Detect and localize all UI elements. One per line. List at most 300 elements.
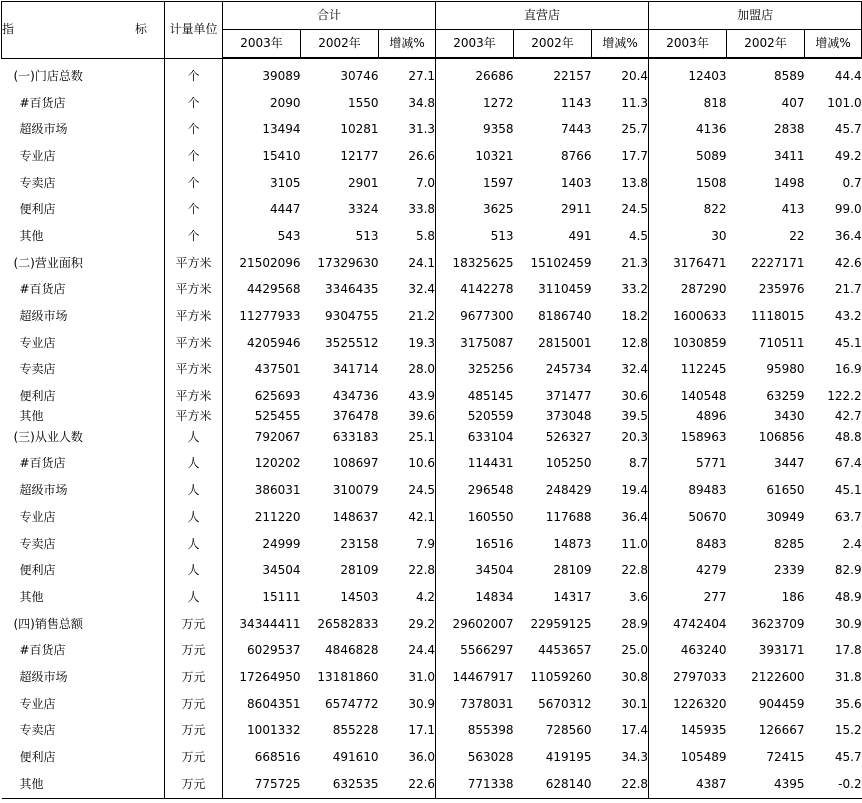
table-row xyxy=(2,477,862,504)
cell-franchise-change: 45.7 xyxy=(834,750,862,765)
cell-total-change: 27.1 xyxy=(379,58,436,90)
cell-direct-2003: 9677300 xyxy=(460,309,514,324)
cell-total-2002: 341714 xyxy=(332,362,379,377)
row-unit: 个 xyxy=(165,196,223,223)
table-body xyxy=(2,58,862,798)
cell-direct-change: 21.3 xyxy=(592,250,649,277)
cell-direct-change: 34.3 xyxy=(592,744,649,771)
cell-franchise-2002: 2339 xyxy=(774,563,805,578)
cell-total-2002: 2901 xyxy=(347,175,379,190)
cell-direct-2002: 7443 xyxy=(560,122,592,137)
cell-direct-2002: 4453657 xyxy=(538,643,592,658)
cell-franchise-2003: 4387 xyxy=(649,771,727,798)
cell-direct-2003: 14467917 xyxy=(452,669,514,684)
cell-direct-2002: 3110459 xyxy=(538,282,592,297)
row-label: 专卖店 xyxy=(19,362,56,377)
cell-franchise-2003: 50670 xyxy=(688,509,727,524)
row-label: 便利店 xyxy=(19,750,56,765)
cell-direct-2002: 28109 xyxy=(553,563,592,578)
cell-franchise-change: 82.9 xyxy=(834,563,862,578)
subheader-change-pct: 增减% xyxy=(379,30,436,59)
cell-franchise-2003: 8483 xyxy=(696,536,727,551)
cell-franchise-2003: 105489 xyxy=(680,750,727,765)
cell-franchise-2002: 22 xyxy=(789,228,805,243)
row-unit: 平方米 xyxy=(165,330,223,357)
cell-total-2003: 1001332 xyxy=(247,723,301,738)
cell-direct-2002: 1403 xyxy=(560,175,592,190)
row-label: 超级市场 xyxy=(19,483,68,498)
cell-franchise-2002: 106856 xyxy=(758,429,805,444)
cell-direct-change: 32.4 xyxy=(592,357,649,384)
table-row xyxy=(2,383,862,410)
cell-direct-2003: 16516 xyxy=(475,536,514,551)
cell-direct-2002: 105250 xyxy=(545,456,592,471)
cell-total-2003: 34344411 xyxy=(239,616,301,631)
row-unit: 万元 xyxy=(165,744,223,771)
cell-direct-2003: 3625 xyxy=(482,202,514,217)
cell-total-2003: 15111 xyxy=(262,589,301,604)
cell-franchise-change: 45.1 xyxy=(834,335,862,350)
cell-total-2003: 8604351 xyxy=(247,696,301,711)
cell-total-2002: 28109 xyxy=(340,563,379,578)
cell-total-change: 29.2 xyxy=(379,611,436,638)
cell-franchise-change: 42.7 xyxy=(834,409,862,424)
cell-franchise-change: 49.2 xyxy=(834,148,862,163)
cell-direct-change: 19.4 xyxy=(592,477,649,504)
subheader-2002: 2002年 xyxy=(514,30,592,59)
cell-franchise-2002: 2122600 xyxy=(751,669,805,684)
cell-franchise-change: 17.8 xyxy=(834,643,862,658)
cell-total-change: 21.2 xyxy=(379,303,436,330)
row-label: 其他 xyxy=(19,589,44,604)
cell-franchise-2003: 2797033 xyxy=(673,669,727,684)
cell-total-2002: 491610 xyxy=(332,750,379,765)
cell-direct-change: 25.7 xyxy=(592,116,649,143)
row-unit: 平方米 xyxy=(165,410,223,424)
cell-total-2002: 310079 xyxy=(332,483,379,498)
cell-franchise-2002: 63259 xyxy=(766,389,805,404)
cell-franchise-2003: 277 xyxy=(703,589,727,604)
cell-total-2002: 148637 xyxy=(332,509,379,524)
cell-franchise-2002: 393171 xyxy=(758,643,805,658)
cell-direct-2003: 855398 xyxy=(467,723,514,738)
row-unit: 个 xyxy=(165,58,223,90)
cell-total-change: 43.9 xyxy=(379,383,436,410)
cell-total-2002: 26582833 xyxy=(317,616,379,631)
cell-direct-2003: 325256 xyxy=(467,362,514,377)
cell-franchise-2002: 904459 xyxy=(758,696,805,711)
table-row xyxy=(2,170,862,197)
cell-total-2003: 4205946 xyxy=(247,335,301,350)
table-row xyxy=(2,58,862,90)
statistics-table xyxy=(1,1,862,799)
table-row xyxy=(2,424,862,451)
row-unit: 平方米 xyxy=(165,303,223,330)
row-unit: 个 xyxy=(165,170,223,197)
cell-total-2003: 792067 xyxy=(254,429,301,444)
subheader-2003: 2003年 xyxy=(223,30,301,59)
cell-direct-2003: 18325625 xyxy=(452,255,514,270)
cell-total-change: 7.9 xyxy=(379,531,436,558)
row-unit: 人 xyxy=(165,557,223,584)
subheader-2002: 2002年 xyxy=(727,30,805,59)
cell-direct-2002: 373048 xyxy=(545,409,592,424)
cell-franchise-2003: 4742404 xyxy=(673,616,727,631)
cell-total-2002: 632535 xyxy=(301,771,379,798)
cell-franchise-2002: 126667 xyxy=(758,723,805,738)
cell-franchise-change: -0.2 xyxy=(805,771,862,798)
cell-total-2002: 10281 xyxy=(340,122,379,137)
row-unit: 人 xyxy=(165,531,223,558)
cell-direct-2003: 771338 xyxy=(436,771,514,798)
cell-total-change: 24.5 xyxy=(379,477,436,504)
cell-total-2002: 3346435 xyxy=(325,282,379,297)
group-header-franchise-stores: 加盟店 xyxy=(649,2,862,30)
cell-total-2002: 633183 xyxy=(332,429,379,444)
cell-franchise-2002: 95980 xyxy=(766,362,805,377)
row-label: #百货店 xyxy=(19,643,66,658)
cell-total-2003: 3105 xyxy=(269,175,301,190)
row-unit: 人 xyxy=(165,504,223,531)
cell-direct-change: 25.0 xyxy=(592,637,649,664)
cell-franchise-change: 45.1 xyxy=(834,483,862,498)
cell-franchise-2003: 287290 xyxy=(680,282,727,297)
cell-franchise-2003: 1226320 xyxy=(673,696,727,711)
cell-franchise-2002: 3623709 xyxy=(751,616,805,631)
cell-total-2003: 34504 xyxy=(262,563,301,578)
cell-franchise-change: 30.9 xyxy=(834,616,862,631)
table-row xyxy=(2,303,862,330)
cell-franchise-change: 99.0 xyxy=(834,202,862,217)
cell-direct-2003: 1597 xyxy=(482,175,514,190)
cell-direct-2002: 15102459 xyxy=(530,255,592,270)
row-unit: 个 xyxy=(165,143,223,170)
cell-direct-2002: 22959125 xyxy=(530,616,592,631)
row-label: (二)营业面积 xyxy=(13,255,83,270)
cell-direct-2002: 8766 xyxy=(560,148,592,163)
row-unit: 平方米 xyxy=(165,383,223,410)
cell-total-2003: 4429568 xyxy=(247,282,301,297)
cell-franchise-2003: 30 xyxy=(711,228,727,243)
cell-total-2002: 17329630 xyxy=(317,255,379,270)
cell-direct-change: 4.5 xyxy=(592,223,649,250)
cell-franchise-2002: 3411 xyxy=(774,148,805,163)
cell-franchise-2003: 5771 xyxy=(696,456,727,471)
table-row xyxy=(2,718,862,745)
row-unit: 平方米 xyxy=(165,357,223,384)
cell-direct-2003: 14834 xyxy=(475,589,514,604)
cell-direct-2003: 9358 xyxy=(482,122,514,137)
cell-direct-2002: 728560 xyxy=(545,723,592,738)
row-unit: 个 xyxy=(165,223,223,250)
table-row xyxy=(2,691,862,718)
row-label: 便利店 xyxy=(19,389,56,404)
cell-direct-2003: 296548 xyxy=(467,483,514,498)
cell-direct-2003: 513 xyxy=(490,228,514,243)
cell-franchise-2002: 235976 xyxy=(758,282,805,297)
row-unit: 万元 xyxy=(165,691,223,718)
cell-direct-2002: 371477 xyxy=(545,389,592,404)
unit-column-header: 计量单位 xyxy=(165,2,223,59)
row-unit: 个 xyxy=(165,90,223,117)
cell-franchise-change: 2.4 xyxy=(842,536,862,551)
table-row xyxy=(2,277,862,304)
row-unit: 平方米 xyxy=(165,250,223,277)
cell-franchise-change: 48.9 xyxy=(834,589,862,604)
cell-direct-2003: 4142278 xyxy=(460,282,514,297)
cell-total-change: 24.4 xyxy=(379,637,436,664)
table-row xyxy=(2,223,862,250)
cell-total-2002: 3324 xyxy=(347,202,379,217)
subheader-2003: 2003年 xyxy=(649,30,727,59)
cell-total-2003: 775725 xyxy=(223,771,301,798)
cell-total-2003: 543 xyxy=(277,228,301,243)
cell-franchise-change: 48.8 xyxy=(834,429,862,444)
cell-total-change: 42.1 xyxy=(379,504,436,531)
subheader-2003: 2003年 xyxy=(436,30,514,59)
cell-direct-change: 11.0 xyxy=(592,531,649,558)
row-unit: 万元 xyxy=(165,664,223,691)
cell-franchise-change: 0.7 xyxy=(842,175,862,190)
cell-franchise-2003: 12403 xyxy=(688,68,727,83)
cell-total-2003: 386031 xyxy=(254,483,301,498)
row-label: 专业店 xyxy=(19,509,56,524)
cell-direct-2003: 520559 xyxy=(467,409,514,424)
cell-direct-2003: 114431 xyxy=(467,456,514,471)
row-label: 专卖店 xyxy=(19,723,56,738)
cell-direct-2003: 10321 xyxy=(475,148,514,163)
cell-total-2003: 24999 xyxy=(262,536,301,551)
cell-total-2003: 525455 xyxy=(254,409,301,424)
cell-direct-2002: 526327 xyxy=(545,429,592,444)
row-label: 超级市场 xyxy=(19,309,68,324)
row-label: 超级市场 xyxy=(19,669,68,684)
cell-direct-2002: 245734 xyxy=(545,362,592,377)
row-unit: 人 xyxy=(165,477,223,504)
cell-total-2003: 211220 xyxy=(254,509,301,524)
indicator-header-right: 标 xyxy=(134,22,147,37)
table-row xyxy=(2,611,862,638)
cell-franchise-2003: 4136 xyxy=(696,122,727,137)
cell-total-change: 25.1 xyxy=(379,424,436,451)
row-label: 便利店 xyxy=(19,563,56,578)
cell-franchise-2002: 3447 xyxy=(774,456,805,471)
cell-total-2002: 14503 xyxy=(340,589,379,604)
cell-total-change: 5.8 xyxy=(379,223,436,250)
cell-direct-change: 39.5 xyxy=(592,410,649,424)
cell-franchise-change: 15.2 xyxy=(834,723,862,738)
subheader-change-pct: 增减% xyxy=(805,30,862,59)
row-unit: 万元 xyxy=(165,718,223,745)
cell-franchise-2002: 413 xyxy=(781,202,805,217)
table-row xyxy=(2,531,862,558)
cell-franchise-2003: 463240 xyxy=(680,643,727,658)
cell-total-change: 34.8 xyxy=(379,90,436,117)
cell-total-2002: 434736 xyxy=(332,389,379,404)
row-label: #百货店 xyxy=(19,95,66,110)
cell-total-change: 7.0 xyxy=(379,170,436,197)
cell-direct-2003: 7378031 xyxy=(460,696,514,711)
cell-franchise-2003: 5089 xyxy=(696,148,727,163)
cell-direct-2003: 26686 xyxy=(475,68,514,83)
cell-franchise-2002: 407 xyxy=(781,95,805,110)
cell-total-2003: 15410 xyxy=(262,148,301,163)
cell-direct-2003: 5566297 xyxy=(460,643,514,658)
cell-franchise-2002: 72415 xyxy=(766,750,805,765)
cell-total-2002: 108697 xyxy=(332,456,379,471)
cell-total-2002: 4846828 xyxy=(325,643,379,658)
cell-total-change: 4.2 xyxy=(379,584,436,611)
cell-franchise-2002: 186 xyxy=(781,589,805,604)
cell-direct-2002: 1143 xyxy=(560,95,592,110)
cell-franchise-change: 67.4 xyxy=(834,456,862,471)
cell-franchise-2002: 2227171 xyxy=(751,255,805,270)
cell-franchise-change: 31.8 xyxy=(834,669,862,684)
cell-franchise-change: 35.6 xyxy=(834,696,862,711)
cell-direct-2002: 22157 xyxy=(553,68,592,83)
cell-total-change: 32.4 xyxy=(379,277,436,304)
cell-direct-2002: 117688 xyxy=(545,509,592,524)
group-header-direct-stores: 直营店 xyxy=(436,2,649,30)
cell-direct-change: 17.4 xyxy=(592,718,649,745)
cell-total-2002: 376478 xyxy=(332,409,379,424)
cell-total-2003: 4447 xyxy=(269,202,301,217)
cell-total-change: 28.0 xyxy=(379,357,436,384)
cell-direct-change: 36.4 xyxy=(592,504,649,531)
table-row xyxy=(2,410,862,424)
cell-direct-change: 8.7 xyxy=(592,451,649,478)
cell-franchise-change: 36.4 xyxy=(834,228,862,243)
cell-direct-2003: 160550 xyxy=(467,509,514,524)
cell-total-2002: 855228 xyxy=(332,723,379,738)
row-label: 专卖店 xyxy=(19,536,56,551)
subheader-change-pct: 增减% xyxy=(592,30,649,59)
cell-direct-change: 22.8 xyxy=(592,557,649,584)
row-unit: 平方米 xyxy=(165,277,223,304)
cell-total-change: 30.9 xyxy=(379,691,436,718)
table-row xyxy=(2,196,862,223)
cell-franchise-change: 43.2 xyxy=(834,309,862,324)
cell-franchise-2003: 1030859 xyxy=(673,335,727,350)
cell-total-change: 33.8 xyxy=(379,196,436,223)
table-row xyxy=(2,504,862,531)
cell-direct-2002: 419195 xyxy=(545,750,592,765)
cell-total-2003: 437501 xyxy=(254,362,301,377)
cell-franchise-2003: 4896 xyxy=(696,409,727,424)
cell-franchise-change: 63.7 xyxy=(834,509,862,524)
cell-franchise-2003: 818 xyxy=(703,95,727,110)
row-unit: 个 xyxy=(165,116,223,143)
cell-direct-change: 18.2 xyxy=(592,303,649,330)
cell-direct-2002: 14873 xyxy=(553,536,592,551)
cell-direct-2002: 491 xyxy=(568,228,592,243)
cell-total-2002: 30746 xyxy=(340,68,379,83)
cell-direct-change: 11.3 xyxy=(592,90,649,117)
cell-direct-2002: 2815001 xyxy=(538,335,592,350)
cell-franchise-2002: 4395 xyxy=(727,771,805,798)
cell-franchise-2002: 30949 xyxy=(766,509,805,524)
cell-franchise-2002: 1498 xyxy=(774,175,805,190)
cell-direct-change: 17.7 xyxy=(592,143,649,170)
cell-total-change: 22.6 xyxy=(379,771,436,798)
cell-total-2003: 668516 xyxy=(254,750,301,765)
row-label: 超级市场 xyxy=(19,122,68,137)
row-label: 专卖店 xyxy=(19,175,56,190)
cell-total-2003: 6029537 xyxy=(247,643,301,658)
cell-total-change: 19.3 xyxy=(379,330,436,357)
row-label: #百货店 xyxy=(19,456,66,471)
cell-direct-2002: 248429 xyxy=(545,483,592,498)
table-row xyxy=(2,664,862,691)
cell-direct-change: 24.5 xyxy=(592,196,649,223)
cell-total-2003: 17264950 xyxy=(239,669,301,684)
table-row xyxy=(2,744,862,771)
row-label: (四)销售总额 xyxy=(13,616,83,631)
cell-direct-change: 30.8 xyxy=(592,664,649,691)
row-unit: 万元 xyxy=(165,611,223,638)
row-unit: 万元 xyxy=(165,637,223,664)
cell-direct-2002: 628140 xyxy=(514,771,592,798)
cell-direct-change: 28.9 xyxy=(592,611,649,638)
indicator-header-left: 指 xyxy=(2,22,15,37)
cell-direct-2003: 485145 xyxy=(467,389,514,404)
cell-franchise-change: 44.4 xyxy=(834,68,862,83)
table-row xyxy=(2,143,862,170)
row-label: 其他 xyxy=(2,771,165,798)
cell-direct-2002: 8186740 xyxy=(538,309,592,324)
cell-franchise-2002: 2838 xyxy=(774,122,805,137)
cell-total-2003: 2090 xyxy=(269,95,301,110)
cell-franchise-change: 45.7 xyxy=(834,122,862,137)
cell-direct-change: 3.6 xyxy=(592,584,649,611)
cell-franchise-2003: 1600633 xyxy=(673,309,727,324)
cell-total-2002: 12177 xyxy=(340,148,379,163)
row-label: 其他 xyxy=(19,228,44,243)
cell-total-change: 36.0 xyxy=(379,744,436,771)
cell-direct-change: 33.2 xyxy=(592,277,649,304)
row-label: #百货店 xyxy=(19,282,66,297)
cell-franchise-2003: 89483 xyxy=(688,483,727,498)
cell-direct-change: 22.8 xyxy=(592,771,649,798)
cell-total-2002: 13181860 xyxy=(317,669,379,684)
row-unit: 人 xyxy=(165,451,223,478)
cell-direct-change: 12.8 xyxy=(592,330,649,357)
row-unit: 人 xyxy=(165,424,223,451)
table-row xyxy=(2,90,862,117)
row-label: 专业店 xyxy=(19,335,56,350)
cell-direct-2003: 3175087 xyxy=(460,335,514,350)
group-header-total: 合计 xyxy=(223,2,436,30)
cell-total-2002: 23158 xyxy=(340,536,379,551)
cell-total-2003: 39089 xyxy=(262,68,301,83)
cell-total-2002: 513 xyxy=(355,228,379,243)
cell-total-2003: 120202 xyxy=(254,456,301,471)
cell-total-change: 24.1 xyxy=(379,250,436,277)
cell-direct-2003: 34504 xyxy=(475,563,514,578)
cell-franchise-change: 21.7 xyxy=(834,282,862,297)
cell-direct-change: 30.6 xyxy=(592,383,649,410)
cell-direct-2003: 633104 xyxy=(467,429,514,444)
cell-total-change: 31.0 xyxy=(379,664,436,691)
cell-direct-change: 20.4 xyxy=(592,58,649,90)
cell-direct-2002: 14317 xyxy=(553,589,592,604)
cell-direct-change: 20.3 xyxy=(592,424,649,451)
cell-franchise-2002: 8589 xyxy=(774,68,805,83)
table-row xyxy=(2,557,862,584)
cell-total-change: 26.6 xyxy=(379,143,436,170)
table-row xyxy=(2,637,862,664)
cell-total-2002: 1550 xyxy=(347,95,379,110)
